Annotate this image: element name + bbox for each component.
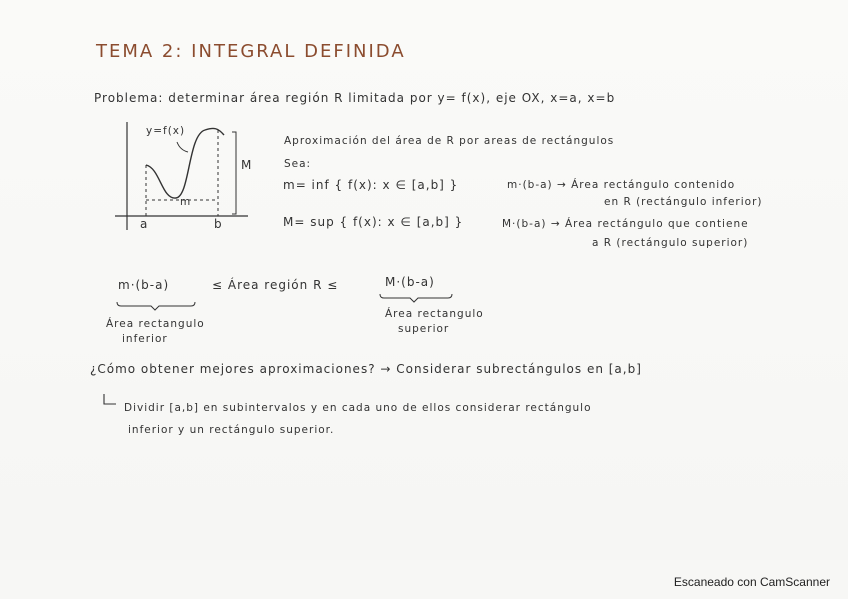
graph-a-label: a	[140, 217, 149, 231]
inequality-right-label-1: Área rectangulo	[385, 308, 484, 320]
M-area-description: M·(b-a) → Área rectángulo que contiene	[502, 218, 749, 230]
m-area-description: m·(b-a) → Área rectángulo contenido	[507, 179, 736, 191]
approx-heading: Aproximación del área de R por areas de rectángulos	[284, 135, 615, 147]
inequality-middle: ≤ Área región R ≤	[212, 278, 339, 292]
graph-func-label: y=f(x)	[146, 125, 186, 137]
inequality-left-label-2: inferior	[122, 333, 168, 345]
graph-M-label: M	[241, 158, 253, 172]
inequality-left-label-1: Área rectangulo	[106, 318, 205, 330]
answer-line-1: Dividir [a,b] en subintervalos y en cada uno de ellos considerar rectángulo	[124, 402, 592, 414]
inequality-right: M·(b-a)	[385, 275, 435, 289]
graph-b-label: b	[214, 217, 223, 231]
underbrace-left	[117, 302, 195, 310]
inequality-left: m·(b-a)	[118, 278, 170, 292]
m-definition: m= inf { f(x): x ∈ [a,b] }	[283, 178, 459, 192]
M-bracket	[232, 132, 236, 214]
problem-statement: Problema: determinar área región R limitada por y= f(x), eje OX, x=a, x=b	[94, 91, 616, 105]
page-title: TEMA 2: INTEGRAL DEFINIDA	[96, 41, 406, 62]
underbrace-right	[380, 294, 452, 302]
function-curve	[146, 128, 224, 198]
approx-sea: Sea:	[284, 158, 312, 170]
m-area-description-2: en R (rectángulo inferior)	[604, 196, 763, 208]
camscanner-footer: Escaneado con CamScanner	[673, 575, 830, 589]
inequality-right-label-2: superior	[398, 323, 450, 335]
answer-arrow	[104, 394, 116, 404]
curve-pointer	[177, 142, 188, 152]
answer-line-2: inferior y un rectángulo superior.	[128, 424, 335, 436]
question-line: ¿Cómo obtener mejores aproximaciones? → Considerar subrectángulos en [a,b]	[90, 362, 642, 376]
M-definition: M= sup { f(x): x ∈ [a,b] }	[283, 215, 464, 229]
graph-m-label: m	[180, 196, 192, 208]
M-area-description-2: a R (rectángulo superior)	[592, 237, 749, 249]
